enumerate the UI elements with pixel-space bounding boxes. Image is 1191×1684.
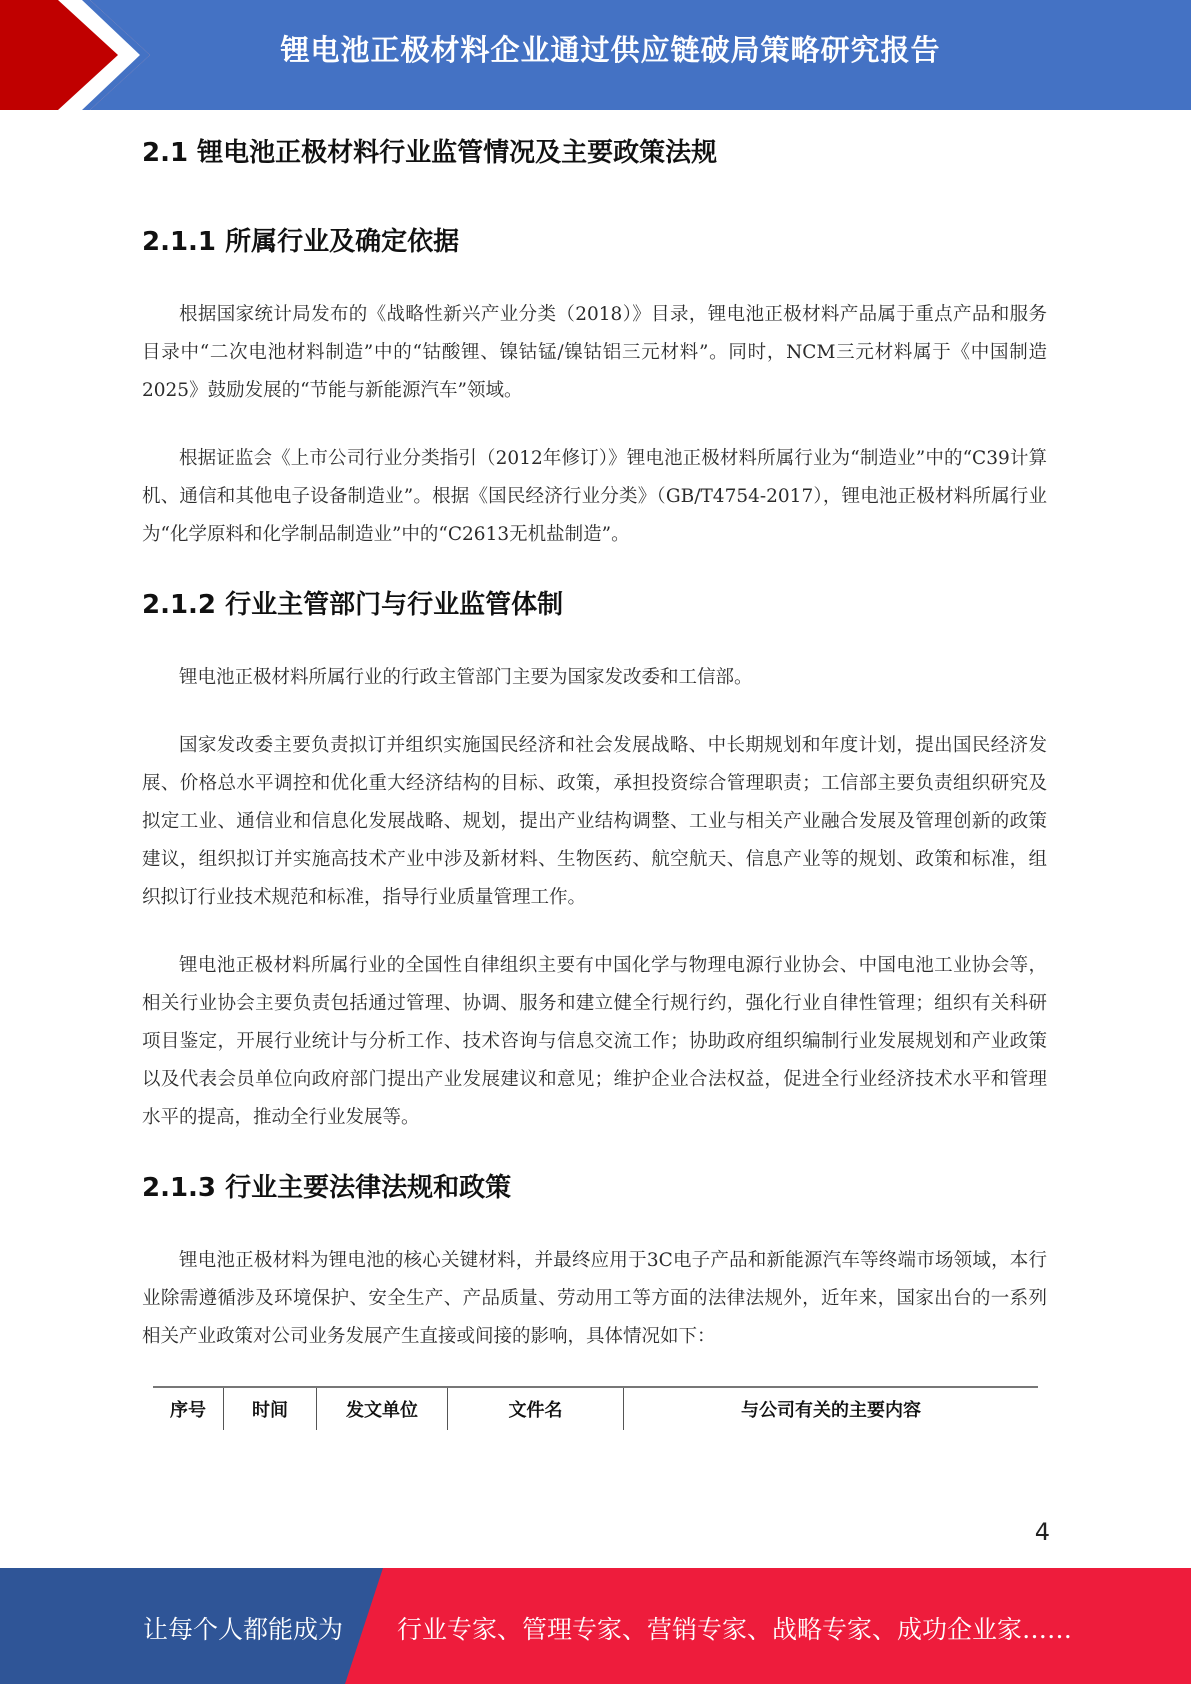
paragraph: 锂电池正极材料为锂电池的核心关键材料，并最终应用于3C电子产品和新能源汽车等终端市场领域，本行业除需遵循涉及环境保护、安全生产、产品质量、劳动用工等方面的法律法规外，近年来，国家出台的一系列相关产业政策对公司业务发展产生直接或间接的影响，具体情况如下：: [142, 1250, 1047, 1347]
column-header-document: 文件名: [448, 1387, 624, 1430]
policy-table: [153, 1386, 1038, 1430]
column-header-issuer: 发文单位: [317, 1387, 448, 1430]
footer-slogan-right: 行业专家、管理专家、营销专家、战略专家、成功企业家……: [397, 1615, 1073, 1644]
subsection-heading-2-1-2: 2.1.2 行业主管部门与行业监管体制: [142, 590, 564, 620]
table-header-row: [153, 1387, 1038, 1430]
column-header-index: 序号: [153, 1387, 224, 1430]
paragraph: 国家发改委主要负责拟订并组织实施国民经济和社会发展战略、中长期规划和年度计划，提出国民经济发展、价格总水平调控和优化重大经济结构的目标、政策，承担投资综合管理职责；工信部主要负责组织研究及拟定工业、通信业和信息化发展战略、规划，提出产业结构调整、工业与相关产业融合发展及管理创新的政策建议，组织拟订并实施高技术产业中涉及新材料、生物医药、航空航天、信息产业等的规划、政策和标准，组织拟订行业技术规范和标准，指导行业质量管理工作。: [142, 735, 1047, 908]
page-number: 4: [1034, 1518, 1050, 1546]
footer-slogan-left: 让每个人都能成为: [143, 1615, 344, 1644]
paragraph: 根据国家统计局发布的《战略性新兴产业分类（2018）》目录，锂电池正极材料产品属于重点产品和服务目录中“二次电池材料制造”中的“钴酸锂、镍钴锰/镍钴铝三元材料”。同时，NCM三元材料属于《中国制造2025》鼓励发展的“节能与新能源汽车”领域。: [142, 304, 1047, 401]
subsection-heading-2-1-3: 2.1.3 行业主要法律法规和政策: [142, 1173, 512, 1203]
document-body: [142, 128, 1047, 1430]
footer-banner: [0, 1568, 1191, 1684]
subsection-heading-2-1-1: 2.1.1 所属行业及确定依据: [142, 227, 460, 257]
paragraph: 锂电池正极材料所属行业的全国性自律组织主要有中国化学与物理电源行业协会、中国电池工业协会等，相关行业协会主要负责包括通过管理、协调、服务和建立健全行规行约，强化行业自律性管理；组织有关科研项目鉴定，开展行业统计与分析工作、技术咨询与信息交流工作；协助政府组织编制行业发展规划和产业政策以及代表会员单位向政府部门提出产业发展建议和意见；维护企业合法权益，促进全行业经济技术水平和管理水平的提高，推动全行业发展等。: [142, 955, 1047, 1128]
paragraph: 锂电池正极材料所属行业的行政主管部门主要为国家发改委和工信部。: [179, 667, 753, 688]
header-title: 锂电池正极材料企业通过供应链破局策略研究报告: [280, 33, 941, 67]
column-header-date: 时间: [224, 1387, 317, 1430]
column-header-content: 与公司有关的主要内容: [624, 1387, 1039, 1430]
paragraph: 根据证监会《上市公司行业分类指引（2012年修订）》锂电池正极材料所属行业为“制造业”中的“C39计算机、通信和其他电子设备制造业”。根据《国民经济行业分类》（GB/T4754-2017），锂电池正极材料所属行业为“化学原料和化学制品制造业”中的“C2613无机盐制造”。: [142, 448, 1047, 545]
header-banner: [0, 0, 1191, 110]
section-heading: 2.1 锂电池正极材料行业监管情况及主要政策法规: [142, 138, 718, 168]
